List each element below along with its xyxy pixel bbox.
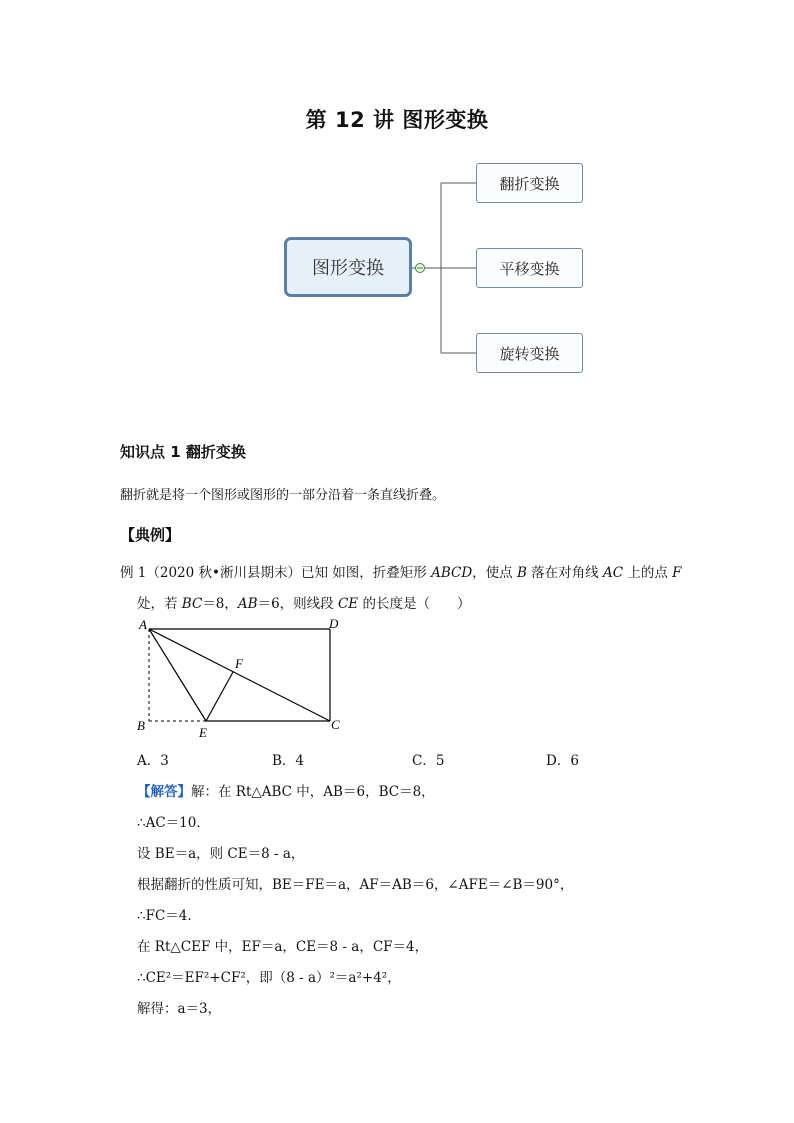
- problem-line-2: 处，若 BC＝8，AB＝6，则线段 CE 的长度是（ ）: [137, 596, 471, 612]
- solution-line-3: 设 BE＝a，则 CE＝8 - a，: [137, 846, 305, 862]
- example-label: 【典例】: [120, 526, 181, 544]
- section-heading: 知识点 1 翻折变换: [120, 443, 246, 461]
- solution-line-7: ∴CE²＝EF²+CF²，即（8 - a）²＝a²+4²，: [137, 970, 401, 986]
- label-C: C: [331, 717, 340, 732]
- solution-tag: 【解答】: [137, 784, 191, 800]
- option-b: B．4: [272, 753, 305, 769]
- option-d: D．6: [546, 753, 579, 769]
- option-c: C．5: [412, 753, 445, 769]
- solution-line-6: 在 Rt△CEF 中，EF＝a，CE＝8 - a，CF＝4，: [137, 939, 429, 955]
- label-D: D: [329, 616, 339, 631]
- definition-text: 翻折就是将一个图形或图形的一部分沿着一条直线折叠。: [120, 488, 446, 503]
- mindmap-node-translate: 平移变换: [476, 248, 583, 288]
- label-B: B: [137, 718, 145, 733]
- geometry-figure: [130, 612, 350, 742]
- mindmap-node-fold: 翻折变换: [476, 163, 583, 203]
- solution-line-2: ∴AC＝10．: [137, 815, 210, 831]
- label-A: A: [139, 617, 147, 632]
- solution-line-8: 解得：a＝3，: [137, 1001, 222, 1017]
- solution-line-1: 【解答】解：在 Rt△ABC 中，AB＝6，BC＝8，: [137, 784, 435, 800]
- mindmap-node-rotate: 旋转变换: [476, 333, 583, 373]
- problem-line-1: 例 1（2020 秋•淅川县期末）已知 如图，折叠矩形 ABCD，使点 B 落在对角线 AC 上的点 F: [120, 565, 682, 581]
- label-F: F: [235, 656, 243, 671]
- solution-line-4: 根据翻折的性质可知，BE＝FE＝a，AF＝AB＝6，∠AFE＝∠B＝90°，: [137, 877, 574, 893]
- page-title: 第 12 讲 图形变换: [305, 108, 489, 132]
- label-E: E: [199, 725, 207, 740]
- option-a: A．3: [137, 753, 169, 769]
- mindmap-center-node: 图形变换: [284, 237, 412, 297]
- solution-line-5: ∴FC＝4．: [137, 908, 201, 924]
